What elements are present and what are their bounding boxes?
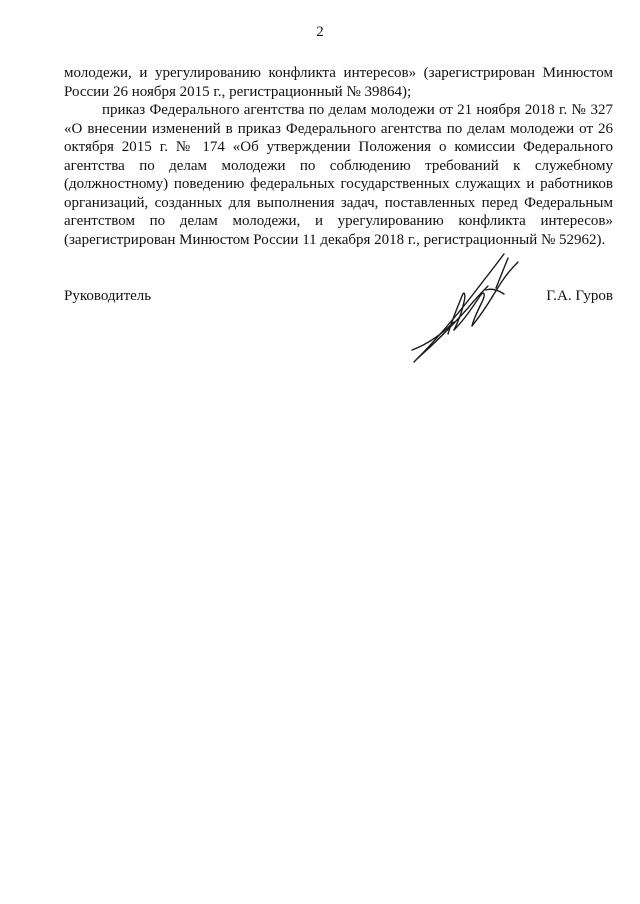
handwritten-signature — [408, 250, 526, 368]
signer-position: Руководитель — [64, 288, 152, 304]
signer-name: Г.А. Гуров — [546, 288, 613, 304]
signature-block — [64, 288, 613, 308]
paragraph-order-327: приказ Федерального агентства по делам молодежи от 21 ноября 2018 г. № 327 «О внесении изменений в приказ Федерального агентства по делам молодежи от 26 октября 2015 г. № 174 «Об утверждении Положения о комиссии Федерального агентства по делам молодежи по соблюдению требований к служебному (должностному) поведению федеральных государственных служащих и работников организаций, созданных для выполнения задач, поставленных перед Федеральным агентством по делам молодежи, и урегулированию конфликта интересов» (зарегистрирован Минюстом России 11 декабря 2018 г., регистрационный № 52962). — [64, 102, 613, 248]
document-body — [64, 64, 613, 249]
page-number: 2 — [316, 24, 324, 40]
paragraph-continuation: молодежи, и урегулированию конфликта интересов» (зарегистрирован Минюстом России 26 ноября 2015 г., регистрационный № 39864); — [64, 65, 613, 100]
